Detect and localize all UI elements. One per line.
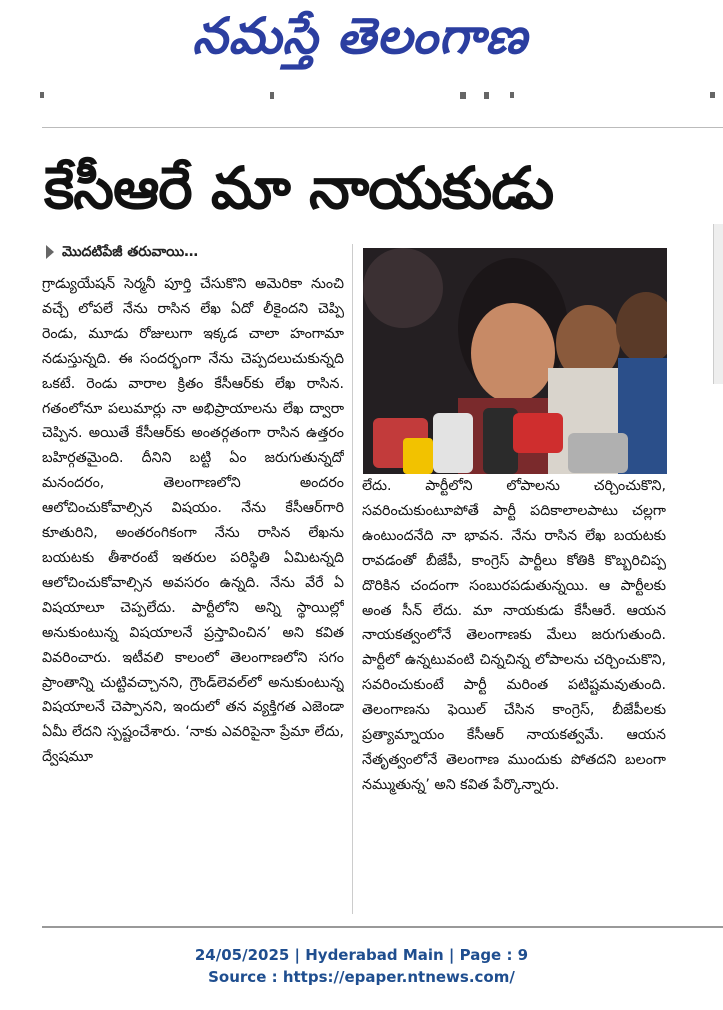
article-headline: కేసీఆరే మా నాయకుడు bbox=[44, 154, 554, 222]
column-divider bbox=[352, 244, 353, 914]
edition-info: 24/05/2025 | Hyderabad Main | Page : 9 bbox=[194, 946, 529, 964]
section-divider bbox=[42, 127, 723, 128]
article-body-right: లేదు. పార్టీలోని లోపాలను చర్చించుకొని, సవరించుకుంటూపోతే పార్టీ పదికాలాలపాటు చల్లగా ఉంటుందనేది నా భావన. నేను రాసిన లేఖ బయటకు రావడంతో బీజేపీ, కాంగ్రెస్ పార్టీలు కోతికి కొబ్బరిచిప్ప దొరికిన చందంగా సంబురపడుతున్నయి. ఆ పార్టీలకు అంత సీన్ లేదు. మా నాయకుడు కేసీఆరే. ఆయన నాయకత్వంలోనే తెలంగాణకు మేలు జరుగుతుంది. పార్టీలో ఉన్నటువంటి చిన్నచిన్న లోపాలను చర్చించుకొని, సవరించుకుంటే పార్టీ మరింత పటిష్టమవుతుంది. తెలంగాణను ఫెయిల్ చేసిన కాంగ్రెస్, బీజేపీలకు ప్రత్యామ్నాయం కేసీఆర్ నాయకత్వమే. ఆయన నేతృత్వంలోనే తెలంగాణ ముందుకు పోతదని బలంగా నమ్ముతున్న’ అని కవిత పేర్కొన్నారు. bbox=[362, 478, 666, 793]
source-link[interactable]: Source : https://epaper.ntnews.com/ bbox=[208, 968, 515, 986]
page-footer bbox=[0, 944, 723, 988]
footer-divider bbox=[42, 926, 723, 928]
article-column-left bbox=[42, 272, 344, 917]
article-column-right bbox=[362, 474, 666, 914]
continuation-label bbox=[46, 244, 198, 263]
masthead bbox=[0, 0, 723, 78]
article-photo bbox=[363, 248, 667, 474]
chevron-right-icon bbox=[46, 245, 54, 259]
adjacent-image-edge bbox=[713, 224, 723, 384]
previous-article-fragment bbox=[40, 92, 720, 102]
photo-press-conference bbox=[363, 248, 667, 474]
newspaper-logo: నమస్తే తెలంగాణ bbox=[192, 7, 528, 65]
adjacent-article-edge bbox=[705, 128, 723, 928]
continuation-text: మొదటిపేజీ తరువాయి… bbox=[62, 244, 199, 260]
article-body-left: గ్రాడ్యుయేషన్ సెర్మనీ పూర్తి చేసుకొని అమెరికా నుంచి వచ్చే లోపలే నేను రాసిన లేఖ ఏదో లీకైందని చెప్పి రెండు, మూడు రోజులుగా ఇక్కడ చాలా హంగామా నడుస్తున్నది. ఈ సందర్భంగా నేను చెప్పదలుచుకున్నది ఒకటే. రెండు వారాల క్రితం కేసీఆర్‌కు లేఖ రాసిన. గతంలోనూ పలుమార్లు నా అభిప్రాయాలను లేఖ ద్వారా చెప్పిన. అయితే కేసీఆర్‌కు అంతర్గతంగా రాసిన ఉత్తరం బహిర్గతమైంది. దీనిని బట్టి ఏం జరుగుతున్నదో మనందరం, తెలంగాణలోని అందరం ఆలోచించుకోవాల్సిన విషయం. నేను కేసీఆర్‌గారి కూతురిని, అంతరంగికంగా నేను రాసిన లేఖను బయటకు తీశారంటే ఇతరుల పరిస్థితి ఏమిటన్నది ఆలోచించుకోవాల్సిన అవసరం ఉన్నది. నేను వేరే ఏ విషయాలూ చెప్పలేదు. పార్టీలోని అన్ని స్థాయిల్లో అనుకుంటున్న విషయాలనే ప్రస్తావించిన’ అని కవిత వివరించారు. ఇటీవలి కాలంలో తెలంగాణలోని సగం ప్రాంతాన్ని చుట్టివచ్చానని, గ్రౌండ్‌లెవల్‌లో అనుకుంటున్న విషయాలనే చెప్పానని, ఇందులో తన వ్యక్తిగత ఎజెండా ఏమీ లేదని స్పష్టంచేశారు. ‘నాకు ఎవరిపైనా ప్రేమా లేదు, ద్వేషమూ bbox=[42, 276, 344, 766]
